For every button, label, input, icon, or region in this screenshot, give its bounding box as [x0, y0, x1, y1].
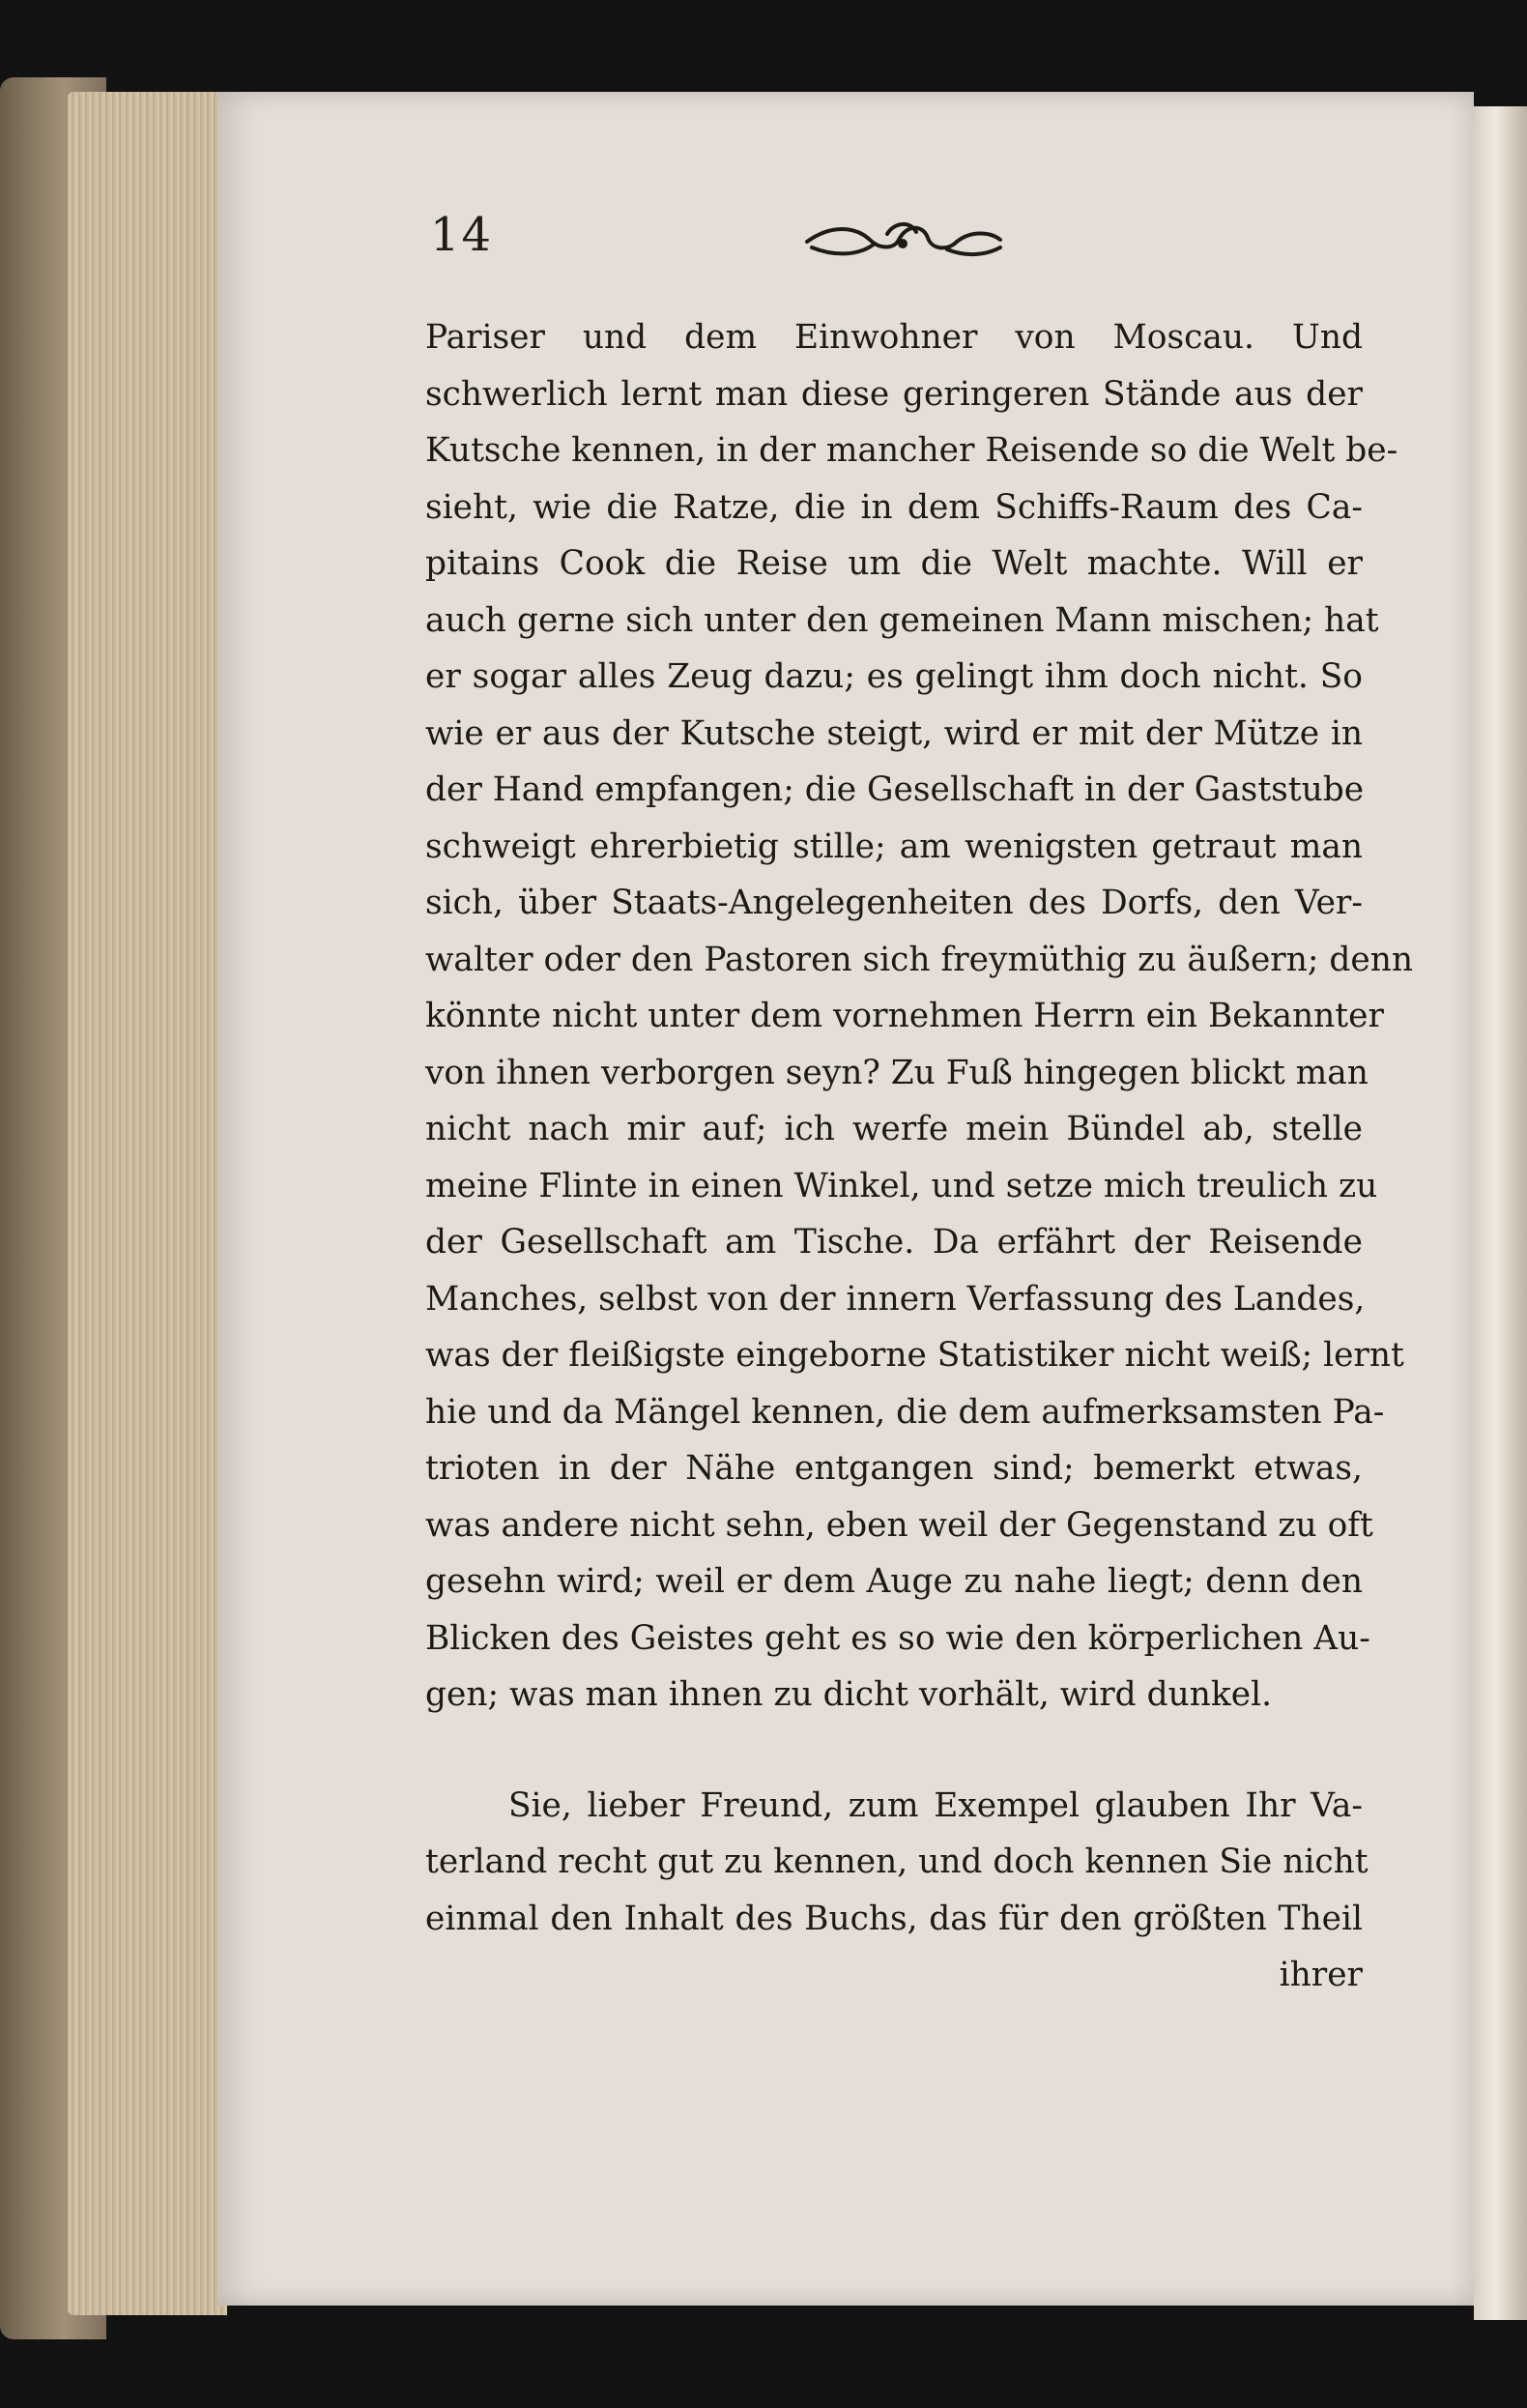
text-line: Blicken des Geistes geht es so wie den körperlichen Au-: [425, 1618, 1370, 1658]
text-line: walter oder den Pastoren sich freymüthig zu äußern; denn: [425, 940, 1414, 979]
text-line: sieht, wie die Ratze, die in dem Schiffs-Raum des Ca-: [425, 487, 1363, 527]
catchword: ihrer: [1279, 1956, 1363, 1994]
text-line: wie er aus der Kutsche steigt, wird er mit der Mütze in: [425, 713, 1363, 753]
facing-page-edge: [1474, 106, 1527, 2320]
text-line: Pariser und dem Einwohner von Moscau. Und: [425, 318, 1363, 357]
paragraph-1: [425, 309, 1414, 1724]
text-line: schwerlich lernt man diese geringeren Stände aus der: [425, 374, 1363, 414]
text-line: nicht nach mir auf; ich werfe mein Bündel ab, stelle: [425, 1110, 1363, 1148]
text-line: gesehn wird; weil er dem Auge zu nahe liegt; denn den: [425, 1562, 1363, 1601]
page-number: 14: [430, 208, 494, 262]
text-line: was andere nicht sehn, eben weil der Gegenstand zu oft: [425, 1505, 1373, 1545]
text-line: pitains Cook die Reise um die Welt machte. Will er: [425, 544, 1363, 583]
text-line: gen; was man ihnen zu dicht vorhält, wird dunkel.: [425, 1675, 1273, 1714]
page-edges: [68, 92, 227, 2315]
text-line: was der fleißigste eingeborne Statistiker nicht weiß; lernt: [425, 1336, 1404, 1375]
text-line: von ihnen verborgen seyn? Zu Fuß hingegen blickt man: [425, 1053, 1369, 1092]
text-line: der Gesellschaft am Tische. Da erfährt der Reisende: [425, 1223, 1363, 1262]
text-line: meine Flinte in einen Winkel, und setze mich treulich zu: [425, 1166, 1378, 1205]
paragraph-2: [425, 1778, 1369, 1948]
text-line: auch gerne sich unter den gemeinen Mann mischen; hat: [425, 600, 1379, 640]
text-line: Kutsche kennen, in der mancher Reisende so die Welt be-: [425, 431, 1398, 470]
text-line: sich, über Staats-Angelegenheiten des Dorfs, den Ver-: [425, 884, 1363, 922]
text-line: schweigt ehrerbietig stille; am wenigsten getraut man: [425, 827, 1363, 866]
text-line: trioten in der Nähe entgangen sind; bemerkt etwas,: [425, 1449, 1363, 1488]
body-text: [425, 309, 1414, 2004]
text-line: er sogar alles Zeug dazu; es gelingt ihm doch nicht. So: [425, 657, 1363, 696]
text-line: Sie, lieber Freund, zum Exempel glauben Ihr Va-: [508, 1785, 1363, 1825]
text-line: einmal den Inhalt des Buchs, das für den größten Theil: [425, 1899, 1363, 1938]
scroll-ornament-icon: [802, 215, 1005, 268]
text-line: hie und da Mängel kennen, die dem aufmerksamsten Pa-: [425, 1392, 1385, 1432]
text-line: könnte nicht unter dem vornehmen Herrn ein Bekannter: [425, 997, 1384, 1035]
text-line: terland recht gut zu kennen, und doch kennen Sie nicht: [425, 1842, 1369, 1881]
text-line: Manches, selbst von der innern Verfassung des Landes,: [425, 1279, 1366, 1319]
text-line: der Hand empfangen; die Gesellschaft in der Gaststube: [425, 770, 1365, 809]
